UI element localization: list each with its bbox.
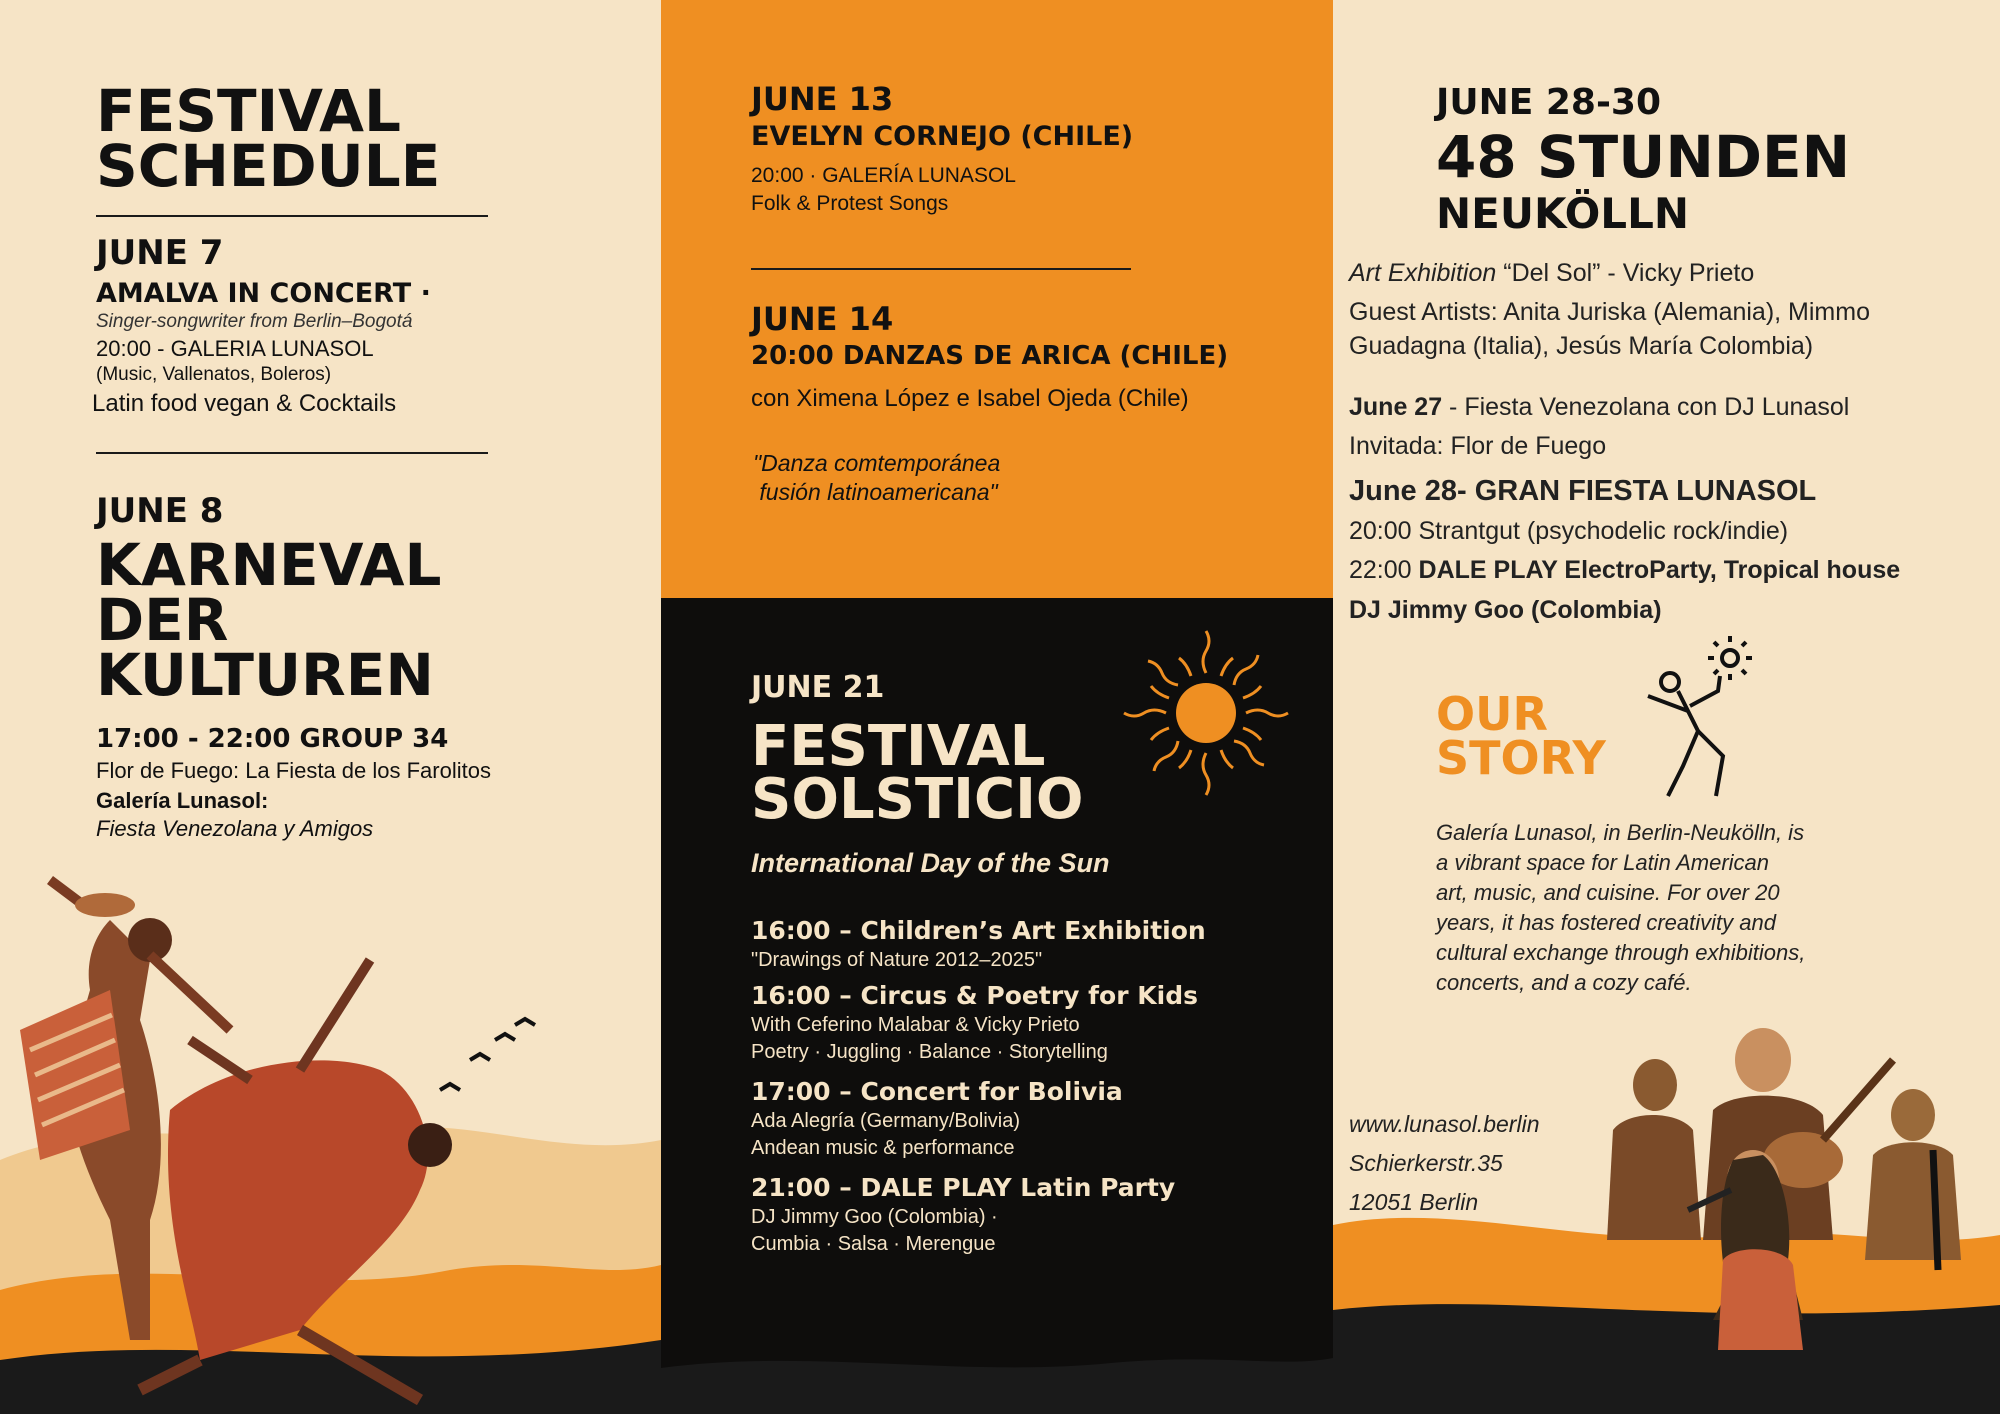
left-panel — [0, 0, 661, 1414]
title-line: OUR — [1436, 687, 1548, 741]
program-line: Andean music & performance — [751, 1137, 1015, 1159]
title-line: SCHEDULE — [96, 132, 441, 201]
program-head: 21:00 – DALE PLAY Latin Party — [751, 1173, 1176, 1202]
musicians-illustration — [1333, 1020, 2000, 1414]
june27-rest: - Fiesta Venezolana con DJ Lunasol — [1442, 393, 1850, 421]
middle-panel — [661, 0, 1333, 1414]
stunden-title: 48 STUNDEN — [1436, 123, 1851, 191]
june8-group: 17:00 - 22:00 GROUP 34 — [96, 724, 449, 754]
june14-date: JUNE 14 — [751, 300, 894, 338]
title-line: KULTUREN — [96, 641, 434, 710]
june13-date: JUNE 13 — [751, 80, 894, 118]
title-line: DER — [96, 586, 229, 655]
middle-bottom-section — [661, 598, 1333, 1414]
daleplay-title: DALE PLAY ElectroParty, Tropical house — [1418, 556, 1901, 584]
june7-subtitle: Singer-songwriter from Berlin–Bogotá — [96, 311, 413, 332]
program-item — [751, 1173, 1175, 1256]
our-story-text: Galería Lunasol, in Berlin-Neukölln, is a vibrant space for Latin American art, music, and cuisine. For over 20 years, it has fostered creativity and cultural exchange through exhibitions, concerts, and a cozy café. — [1436, 820, 1806, 995]
program-head: 17:00 – Concert for Bolivia — [751, 1077, 1123, 1106]
divider — [96, 452, 488, 454]
neukolln-title: NEUKÖLLN — [1436, 189, 1689, 238]
title-line: STORY — [1436, 730, 1606, 785]
june8-fiesta: Fiesta Venezolana y Amigos — [96, 816, 374, 841]
dancing-figure-icon — [1638, 636, 1758, 806]
daleplay-time: 22:00 — [1349, 556, 1419, 584]
program-item — [751, 981, 1198, 1064]
exhibition-line — [1349, 257, 1989, 291]
june7-title: AMALVA IN CONCERT · — [96, 278, 431, 309]
website-link[interactable]: www.lunasol.berlin — [1349, 1111, 1540, 1137]
right-panel — [1333, 0, 2000, 1414]
address-city: 12051 Berlin — [1349, 1189, 1479, 1216]
sun-icon — [1121, 628, 1291, 798]
june21-subtitle: International Day of the Sun — [751, 848, 1110, 878]
program-item — [751, 916, 1206, 972]
our-story-title — [1436, 687, 1606, 785]
dj-jimmy: DJ Jimmy Goo (Colombia) — [1349, 596, 1662, 624]
program-head: 16:00 – Children’s Art Exhibition — [751, 916, 1206, 945]
exhibition-label: Art Exhibition — [1349, 259, 1497, 287]
divider — [751, 268, 1131, 270]
june28-fiesta: June 28- GRAN FIESTA LUNASOL — [1349, 475, 1817, 507]
june8-galeria: Galería Lunasol: — [96, 788, 269, 813]
address-street: Schierkerstr.35 — [1349, 1150, 1503, 1177]
karneval-title — [96, 531, 442, 710]
june7-genre: (Music, Vallenatos, Boleros) — [96, 364, 332, 385]
title-line: SOLSTICIO — [751, 767, 1084, 833]
strantgut: 20:00 Strantgut (psychodelic rock/indie) — [1349, 517, 1789, 545]
title-line: FESTIVAL — [751, 714, 1046, 779]
june14-quote: "Danza comtemporánea fusión latinoamericana" — [753, 450, 1001, 505]
june14-title: 20:00 DANZAS DE ARICA (CHILE) — [751, 341, 1229, 371]
dancers-illustration — [0, 860, 661, 1414]
program-line: DJ Jimmy Goo (Colombia) · — [751, 1206, 998, 1228]
june7-food: Latin food vegan & Cocktails — [92, 390, 397, 417]
invitada: Invitada: Flor de Fuego — [1349, 432, 1607, 460]
title-line: FESTIVAL — [96, 77, 401, 145]
june27-line — [1349, 391, 1989, 425]
june13-artist: EVELYN CORNEJO (CHILE) — [751, 121, 1134, 152]
daleplay-line — [1349, 554, 1989, 588]
june8-flor: Flor de Fuego: La Fiesta de los Farolitos — [96, 758, 491, 783]
june28-30-date: JUNE 28-30 — [1436, 82, 1662, 123]
june7-time: 20:00 - GALERIA LUNASOL — [96, 336, 374, 361]
program-line: Poetry · Juggling · Balance · Storytelling — [751, 1041, 1108, 1063]
divider — [96, 215, 488, 217]
program-line: With Ceferino Malabar & Vicky Prieto — [751, 1014, 1080, 1036]
june14-with: con Ximena López e Isabel Ojeda (Chile) — [751, 385, 1189, 412]
program-line: "Drawings of Nature 2012–2025" — [751, 949, 1043, 971]
program-line: Ada Alegría (Germany/Bolivia) — [751, 1110, 1021, 1132]
festival-schedule-title — [96, 77, 441, 201]
solsticio-title — [751, 714, 1084, 833]
program-item — [751, 1077, 1123, 1160]
june7-date: JUNE 7 — [96, 233, 224, 273]
title-line: KARNEVAL — [96, 531, 442, 599]
bottom-wave — [661, 1338, 1333, 1414]
june27-label: June 27 — [1349, 393, 1443, 421]
june13-genre: Folk & Protest Songs — [751, 192, 949, 215]
guests: Guest Artists: Anita Juriska (Alemania), Mimmo Guadagna (Italia), Jesús María Colombia) — [1349, 298, 1870, 360]
exhibition-rest: “Del Sol” - Vicky Prieto — [1496, 259, 1755, 287]
middle-top-section — [661, 0, 1333, 598]
program-head: 16:00 – Circus & Poetry for Kids — [751, 981, 1198, 1010]
june8-date: JUNE 8 — [96, 491, 224, 531]
june21-date: JUNE 21 — [751, 670, 885, 705]
program-line: Cumbia · Salsa · Merengue — [751, 1233, 996, 1255]
june13-time: 20:00 · GALERÍA LUNASOL — [751, 164, 1016, 187]
